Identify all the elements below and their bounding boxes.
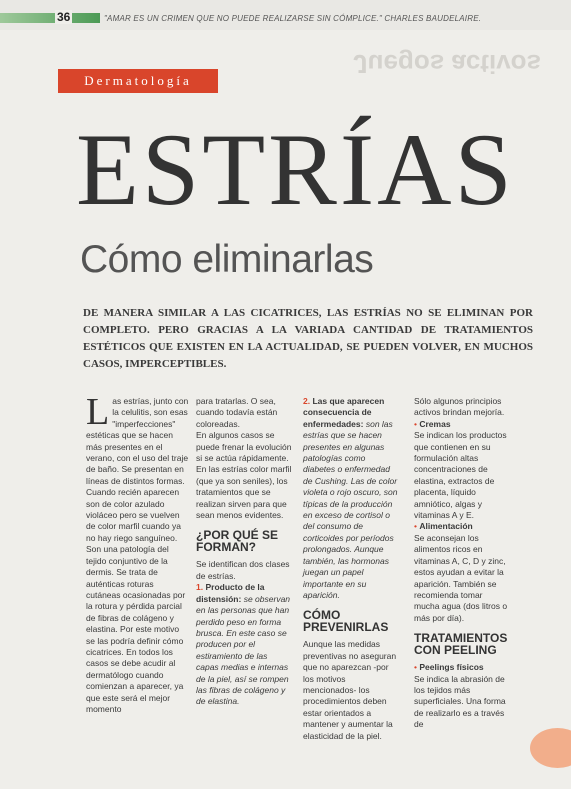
column-2-text-2: En algunos casos se puede frenar la evolución si se actúa rápidamente. En las estrías color marfil (que ya son seniles), los tratamientos que se realizan sirven para que sean menos evidentes. (196, 430, 292, 521)
skin-photo-corner (530, 728, 571, 768)
heading-why-they-form: ¿POR QUÉ SE FORMAN? (196, 528, 279, 555)
item-number: 2. (303, 396, 311, 406)
drop-cap: L (86, 391, 110, 433)
column-4 (414, 396, 510, 731)
article-subtitle: Cómo eliminarlas (80, 238, 374, 281)
bullet-icon: • (414, 418, 417, 429)
column-1-text: as estrías, junto con la celulitis, son esas "imperfecciones" estéticas que se hacen más presentes en el verano, con el uso del traje de baño. Se presentan en líneas de distintos formas. Cuando recién aparecen son de color azulado violáceo pero se vuelven de color marfil cuando ya no hay riego sanguíneo. Son una patología del tejido conjuntivo de la dermis. Se trata de auténticas roturas cutáneas ocasionadas por la rotura y pérdida parcial de fibras de colágeno y elastina. Por este motivo se las podría definir cómo cicatrices. En todos los casos se debe acudir al dermatólogo cuando comienzan a aparecer, ya que este será el mejor momento (86, 396, 189, 714)
bullet-text: Se indica la abrasión de los tejidos más superficiales. Una forma de realizarlo es a través de (414, 673, 506, 730)
item-title: Las que aparecen consecuencia de enfermedades: (303, 396, 385, 429)
lead-paragraph: DE MANERA SIMILAR A LAS CICATRICES, LAS ESTRÍAS NO SE ELIMINAN POR COMPLETO. PERO GRACIAS A LA VARIADA CANTIDAD DE TRATAMIENTOS ESTÉTICOS QUE EXISTEN EN LA ACTUALIDAD, SE PUEDEN VOLVER, EN MUCHOS CASOS, IMPERCEPTIBLES. (83, 307, 533, 370)
bullet-title: Cremas (419, 418, 451, 429)
column-2 (196, 396, 292, 708)
heading-peeling: TRATAMIENTOS CON PEELING (414, 631, 508, 658)
item-text: son las estrías que se hacen presentes en algunas patologías como diabetes o enfermedad de Cushing. Las de color violeta o rojo oscuro, son típicas de la producción en exceso de cortisol o del consumo de corticoides por períodos prolongados. Aunque también, las hormonas juegan un papel importante en su aparición. (303, 418, 398, 600)
bleed-through-text: Juegos activos (353, 49, 541, 79)
bullet-text: Se indican los productos que contienen en su formulación altas concentraciones de elastina, extractos de placenta, líquido amniótico, algas y vitaminas A y E. (414, 430, 507, 521)
heading-prevent: CÓMO PREVENIRLAS (303, 608, 389, 635)
item-number: 1. (196, 582, 204, 593)
header-quote: "AMAR ES UN CRIMEN QUE NO PUEDE REALIZARSE SIN CÓMPLICE." CHARLES BAUDELAIRE. (104, 14, 482, 23)
article-title: ESTRÍAS (76, 113, 515, 227)
bullet-text: Se aconsejan los alimentos ricos en vitaminas A, C, D y zinc, estos ayudan a evitar la aparición. También se recomienda tomar mucha agua (dos litros o más por día). (414, 532, 508, 623)
column-3 (303, 396, 399, 742)
item-text: se observan en las personas que han perdido peso en forma brusca. En este caso se producen por el estiramiento de las capas medias e internas de la piel, así se rompen las fibras de colágeno y de elastina. (196, 593, 291, 707)
column-3-text: Aunque las medidas preventivas no aseguran que no aparezcan -por los motivos mencionados- los procedimientos deben estar orientados a mantener y aumentar la elasticidad de la piel. (303, 639, 397, 741)
header-accent-bar (0, 13, 100, 23)
section-tag: Dermatología (58, 69, 218, 93)
item-title: Producto de la distensión: (196, 582, 265, 604)
bullet-icon: • (414, 521, 417, 532)
column-2-text-1: para tratarlas. O sea, cuando todavía están coloreadas. (196, 396, 278, 429)
bullet-icon: • (414, 662, 417, 673)
page-number: 36 (57, 10, 71, 24)
column-2-text-3: Se identifican dos clases de estrías. (196, 559, 290, 581)
bullet-title: Alimentación (419, 521, 473, 532)
column-4-text-1: Sólo algunos principios activos brindan mejoría. (414, 396, 505, 418)
column-1 (86, 391, 190, 715)
bullet-title: Peelings físicos (419, 662, 484, 673)
